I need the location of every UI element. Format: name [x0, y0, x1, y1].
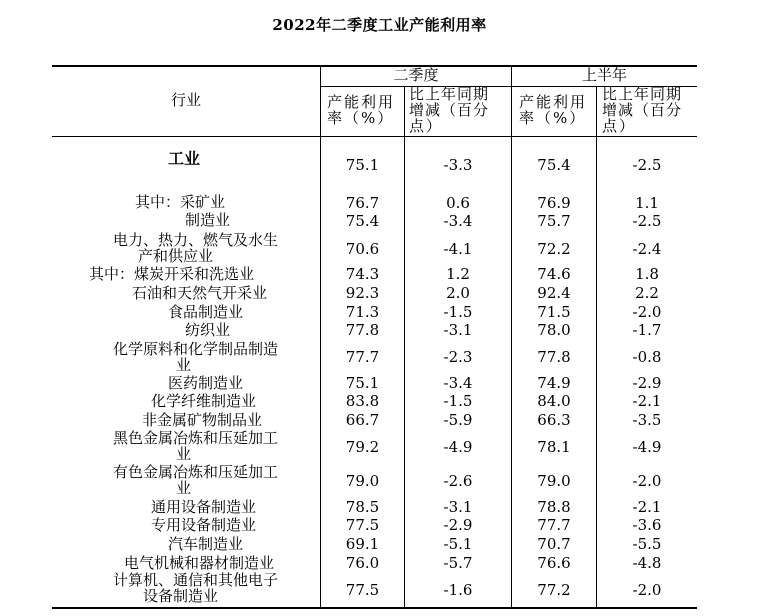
- row-label: 化学原料和化学制品制造: [113, 340, 279, 358]
- cell-q2-change: -1.6: [443, 581, 473, 599]
- cell-h1-rate: 77.2: [537, 581, 571, 599]
- cell-h1-change: -2.5: [632, 212, 662, 230]
- cell-q2-change: -3.3: [443, 156, 473, 174]
- cell-q2-change: -1.5: [443, 303, 473, 321]
- page-title: 2022年二季度工业产能利用率: [272, 16, 487, 34]
- cell-q2-rate: 76.0: [345, 554, 380, 572]
- row-label: 纺织业: [185, 321, 231, 339]
- row-label: 化学纤维制造业: [151, 392, 257, 410]
- cell-h1-rate: 71.5: [537, 303, 571, 321]
- cell-h1-rate: 78.0: [537, 321, 571, 339]
- cell-q2-rate: 77.7: [345, 348, 380, 366]
- cell-h1-rate: 79.0: [537, 472, 571, 490]
- cell-q2-change: -3.1: [443, 498, 473, 516]
- cell-q2-change: -5.7: [443, 554, 473, 572]
- cell-h1-rate: 78.8: [537, 498, 571, 516]
- cell-h1-rate: 77.8: [537, 348, 571, 366]
- cell-q2-change: -3.4: [443, 374, 473, 392]
- cell-q2-rate: 77.8: [345, 321, 380, 339]
- row-label: 电力、热力、燃气及水生: [113, 231, 279, 249]
- cell-h1-rate: 92.4: [537, 284, 571, 302]
- cell-q2-change: -5.1: [443, 535, 473, 553]
- cell-q2-rate: 79.0: [345, 472, 380, 490]
- row-label-continued: 产和供应业: [138, 247, 214, 265]
- header-line: 率（%）: [519, 109, 587, 127]
- cell-h1-change: -4.9: [632, 438, 662, 456]
- cell-q2-rate: 69.1: [345, 535, 380, 553]
- row-label: 通用设备制造业: [151, 498, 257, 516]
- row-label-continued: 业: [176, 356, 192, 374]
- cell-q2-rate: 77.5: [345, 516, 380, 534]
- cell-h1-rate: 78.1: [537, 438, 571, 456]
- cell-h1-rate: 84.0: [537, 392, 571, 410]
- row-label: 制造业: [185, 211, 231, 229]
- cell-h1-change: 1.8: [635, 265, 659, 283]
- row-label: 专用设备制造业: [151, 516, 257, 534]
- cell-q2-rate: 76.7: [345, 194, 380, 212]
- row-label: 汽车制造业: [168, 535, 244, 553]
- row-label-continued: 业: [176, 445, 192, 463]
- cell-q2-rate: 75.1: [345, 156, 380, 174]
- cell-h1-change: 2.2: [635, 284, 659, 302]
- cell-q2-change: 1.2: [446, 265, 470, 283]
- row-label: 黑色金属冶炼和压延加工: [113, 429, 279, 447]
- cell-q2-change: -3.4: [443, 212, 473, 230]
- cell-q2-change: -4.9: [443, 438, 473, 456]
- row-label: 有色金属冶炼和压延加工: [113, 463, 279, 481]
- cell-h1-change: -2.1: [632, 498, 662, 516]
- cell-q2-rate: 77.5: [345, 581, 380, 599]
- cell-q2-rate: 74.3: [345, 265, 380, 283]
- table-bottom-rule: [52, 607, 697, 609]
- cell-h1-change: -2.5: [632, 156, 662, 174]
- cell-q2-rate: 92.3: [345, 284, 380, 302]
- cell-h1-change: -1.7: [632, 321, 662, 339]
- header-line: 点）: [409, 117, 444, 135]
- row-label: 计算机、通信和其他电子: [113, 571, 279, 589]
- row-label: 食品制造业: [168, 303, 244, 321]
- cell-h1-change: -0.8: [632, 348, 662, 366]
- cell-h1-change: -2.4: [632, 240, 662, 258]
- cell-q2-change: -1.5: [443, 392, 473, 410]
- row-label: 石油和天然气开采业: [132, 284, 268, 302]
- cell-h1-rate: 66.3: [537, 411, 571, 429]
- cell-q2-rate: 78.5: [345, 498, 380, 516]
- header-bottom-rule: [52, 136, 697, 137]
- cell-h1-change: -4.8: [632, 554, 662, 572]
- cell-q2-change: -3.1: [443, 321, 473, 339]
- header-line: 比上年同期: [602, 85, 683, 103]
- cell-q2-rate: 70.6: [345, 240, 380, 258]
- cell-h1-rate: 74.6: [537, 265, 571, 283]
- cell-q2-rate: 79.2: [345, 438, 380, 456]
- row-label-continued: 业: [176, 479, 192, 497]
- row-label: 电气机械和器材制造业: [124, 554, 275, 572]
- cell-h1-rate: 76.9: [537, 194, 571, 212]
- cell-q2-change: -2.9: [443, 516, 473, 534]
- cell-q2-change: -4.1: [443, 240, 473, 258]
- cell-h1-rate: 74.9: [537, 374, 571, 392]
- cell-q2-change: -2.3: [443, 348, 473, 366]
- row-label: 工业: [168, 149, 201, 168]
- cell-q2-rate: 83.8: [345, 392, 380, 410]
- cell-q2-change: -5.9: [443, 411, 473, 429]
- header-line: 点）: [602, 117, 637, 135]
- row-label-continued: 设备制造业: [143, 587, 219, 605]
- header-line: 增减（百分: [602, 101, 683, 119]
- cell-h1-change: -2.9: [632, 374, 662, 392]
- row-label: 其中：煤炭开采和洗选业: [89, 265, 255, 283]
- header-line: 产能利用: [519, 93, 588, 111]
- cell-q2-change: -2.6: [443, 472, 473, 490]
- cell-q2-rate: 71.3: [345, 303, 380, 321]
- cell-h1-rate: 76.6: [537, 554, 571, 572]
- row-label: 医药制造业: [168, 374, 244, 392]
- cell-h1-rate: 70.7: [537, 535, 571, 553]
- cell-h1-rate: 77.7: [537, 516, 571, 534]
- cell-q2-rate: 66.7: [345, 411, 380, 429]
- cell-q2-rate: 75.1: [345, 374, 380, 392]
- cell-h1-change: -5.5: [632, 535, 662, 553]
- cell-h1-rate: 75.7: [537, 212, 571, 230]
- header-line: 产能利用: [327, 93, 396, 111]
- cell-q2-change: 0.6: [446, 194, 470, 212]
- group-header-q2: 二季度: [393, 66, 439, 84]
- cell-h1-change: -2.0: [632, 303, 662, 321]
- cell-q2-change: 2.0: [446, 284, 470, 302]
- cell-h1-change: 1.1: [635, 194, 659, 212]
- cell-h1-rate: 72.2: [537, 240, 571, 258]
- row-label: 非金属矿物制品业: [142, 411, 263, 429]
- header-line: 率（%）: [327, 109, 395, 127]
- cell-h1-change: -3.5: [632, 411, 662, 429]
- header-line: 增减（百分: [409, 101, 490, 119]
- cell-h1-change: -2.0: [632, 472, 662, 490]
- cell-h1-change: -2.0: [632, 581, 662, 599]
- group-header-h1: 上半年: [581, 66, 627, 84]
- row-label: 其中：采矿业: [135, 193, 226, 211]
- column-header-industry: 行业: [170, 91, 201, 109]
- header-line: 比上年同期: [409, 85, 490, 103]
- cell-h1-change: -3.6: [632, 516, 662, 534]
- cell-h1-change: -2.1: [632, 392, 662, 410]
- cell-q2-rate: 75.4: [345, 212, 380, 230]
- cell-h1-rate: 75.4: [537, 156, 571, 174]
